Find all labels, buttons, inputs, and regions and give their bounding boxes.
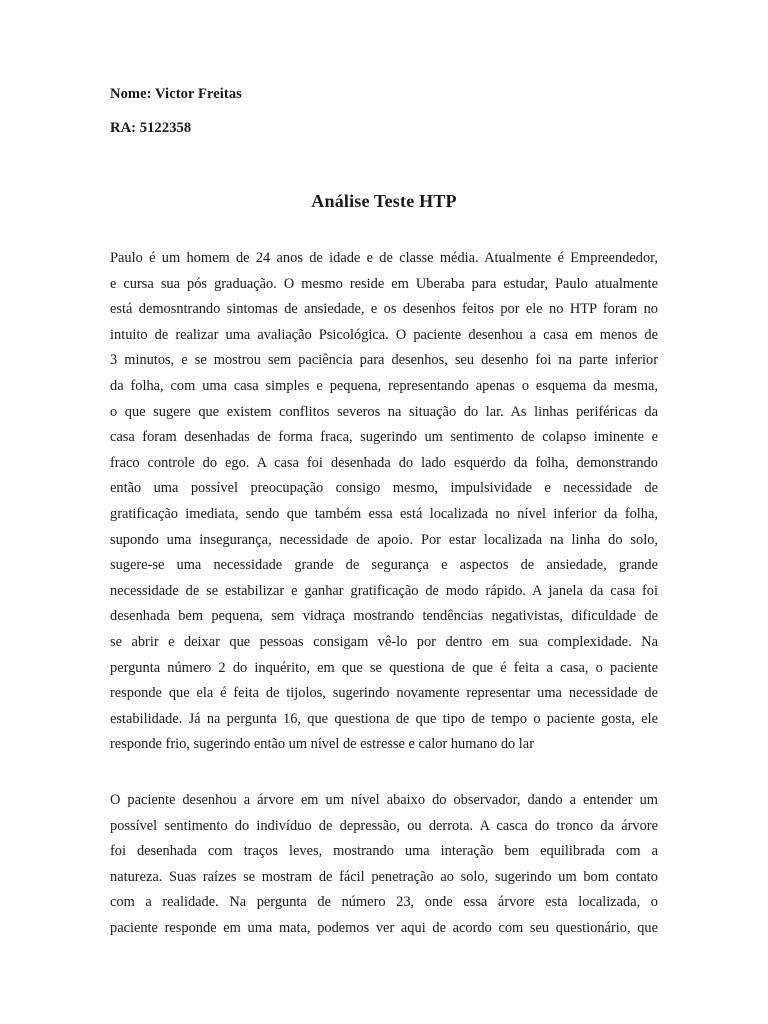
- text-line: desenhada bem pequena, sem vidraça mostrando tendências negativistas, dificuldade de: [110, 608, 658, 625]
- paragraph-tree-analysis: [110, 788, 658, 942]
- text-line: possível sentimento do indivíduo de depressão, ou derrota. A casca do tronco da árvore: [110, 817, 658, 834]
- text-line: da folha, com uma casa simples e pequena, representando apenas o esquema da mesma,: [110, 377, 658, 394]
- student-name: Nome: Victor Freitas: [110, 86, 242, 102]
- text-line: necessidade de se estabilizar e ganhar gratificação de modo rápido. A janela da casa foi: [110, 582, 658, 599]
- text-line: foi desenhada com traços leves, mostrando uma interação bem equilibrada com a: [110, 843, 658, 860]
- text-line: sugere-se uma necessidade grande de segurança e aspectos de ansiedade, grande: [110, 557, 658, 574]
- text-line: gratificação imediata, sendo que também essa está localizada no nível inferior da folha,: [110, 505, 658, 522]
- text-line: responde frio, sugerindo então um nível de estresse e calor humano do lar: [110, 736, 534, 753]
- text-line: O paciente desenhou a árvore em um nível abaixo do observador, dando a entender um: [110, 792, 658, 808]
- text-line: supondo uma insegurança, necessidade de apoio. Por estar localizada na linha do solo,: [110, 531, 658, 548]
- text-line: responde que ela é feita de tijolos, sugerindo novamente representar uma necessidade de: [110, 685, 658, 702]
- text-line: 3 minutos, e se mostrou sem paciência para desenhos, seu desenho foi na parte inferior: [110, 352, 658, 369]
- text-line: paciente responde em uma mata, podemos ver aqui de acordo com seu questionário, que: [110, 919, 658, 936]
- document-title: Análise Teste HTP: [311, 191, 457, 211]
- text-line: casa foram desenhadas de forma fraca, sugerindo um sentimento de colapso iminente e: [110, 429, 658, 446]
- text-line: então uma possível preocupação consigo mesmo, impulsividade e necessidade de: [110, 480, 658, 497]
- text-line: estabilidade. Já na pergunta 16, que questiona de que tipo de tempo o paciente gosta, ele: [110, 710, 658, 727]
- text-line: intuito de realizar uma avaliação Psicológica. O paciente desenhou a casa em menos de: [110, 326, 658, 343]
- text-line: com a realidade. Na pergunta de número 23, onde essa árvore esta localizada, o: [110, 894, 658, 911]
- text-line: se abrir e deixar que pessoas consigam vê-lo por dentro em sua complexidade. Na: [110, 633, 658, 650]
- text-line: natureza. Suas raízes se mostram de fácil penetração ao solo, sugerindo um bom contato: [110, 868, 658, 885]
- student-ra: RA: 5122358: [110, 120, 192, 136]
- text-line: fraco controle do ego. A casa foi desenhada do lado esquerdo da folha, demonstrando: [110, 454, 658, 471]
- text-line: Paulo é um homem de 24 anos de idade e de classe média. Atualmente é Empreendedor,: [110, 250, 658, 266]
- text-line: e cursa sua pós graduação. O mesmo reside em Uberaba para estudar, Paulo atualmente: [110, 275, 658, 292]
- text-line: o que sugere que existem conflitos severos na situação do lar. As linhas periféricas da: [110, 403, 658, 420]
- paragraph-house-analysis: [110, 246, 658, 758]
- text-line: pergunta número 2 do inquérito, em que se questiona de que é feita a casa, o paciente: [110, 659, 658, 676]
- text-line: está demosntrando sintomas de ansiedade, e os desenhos feitos por ele no HTP foram no: [110, 301, 658, 318]
